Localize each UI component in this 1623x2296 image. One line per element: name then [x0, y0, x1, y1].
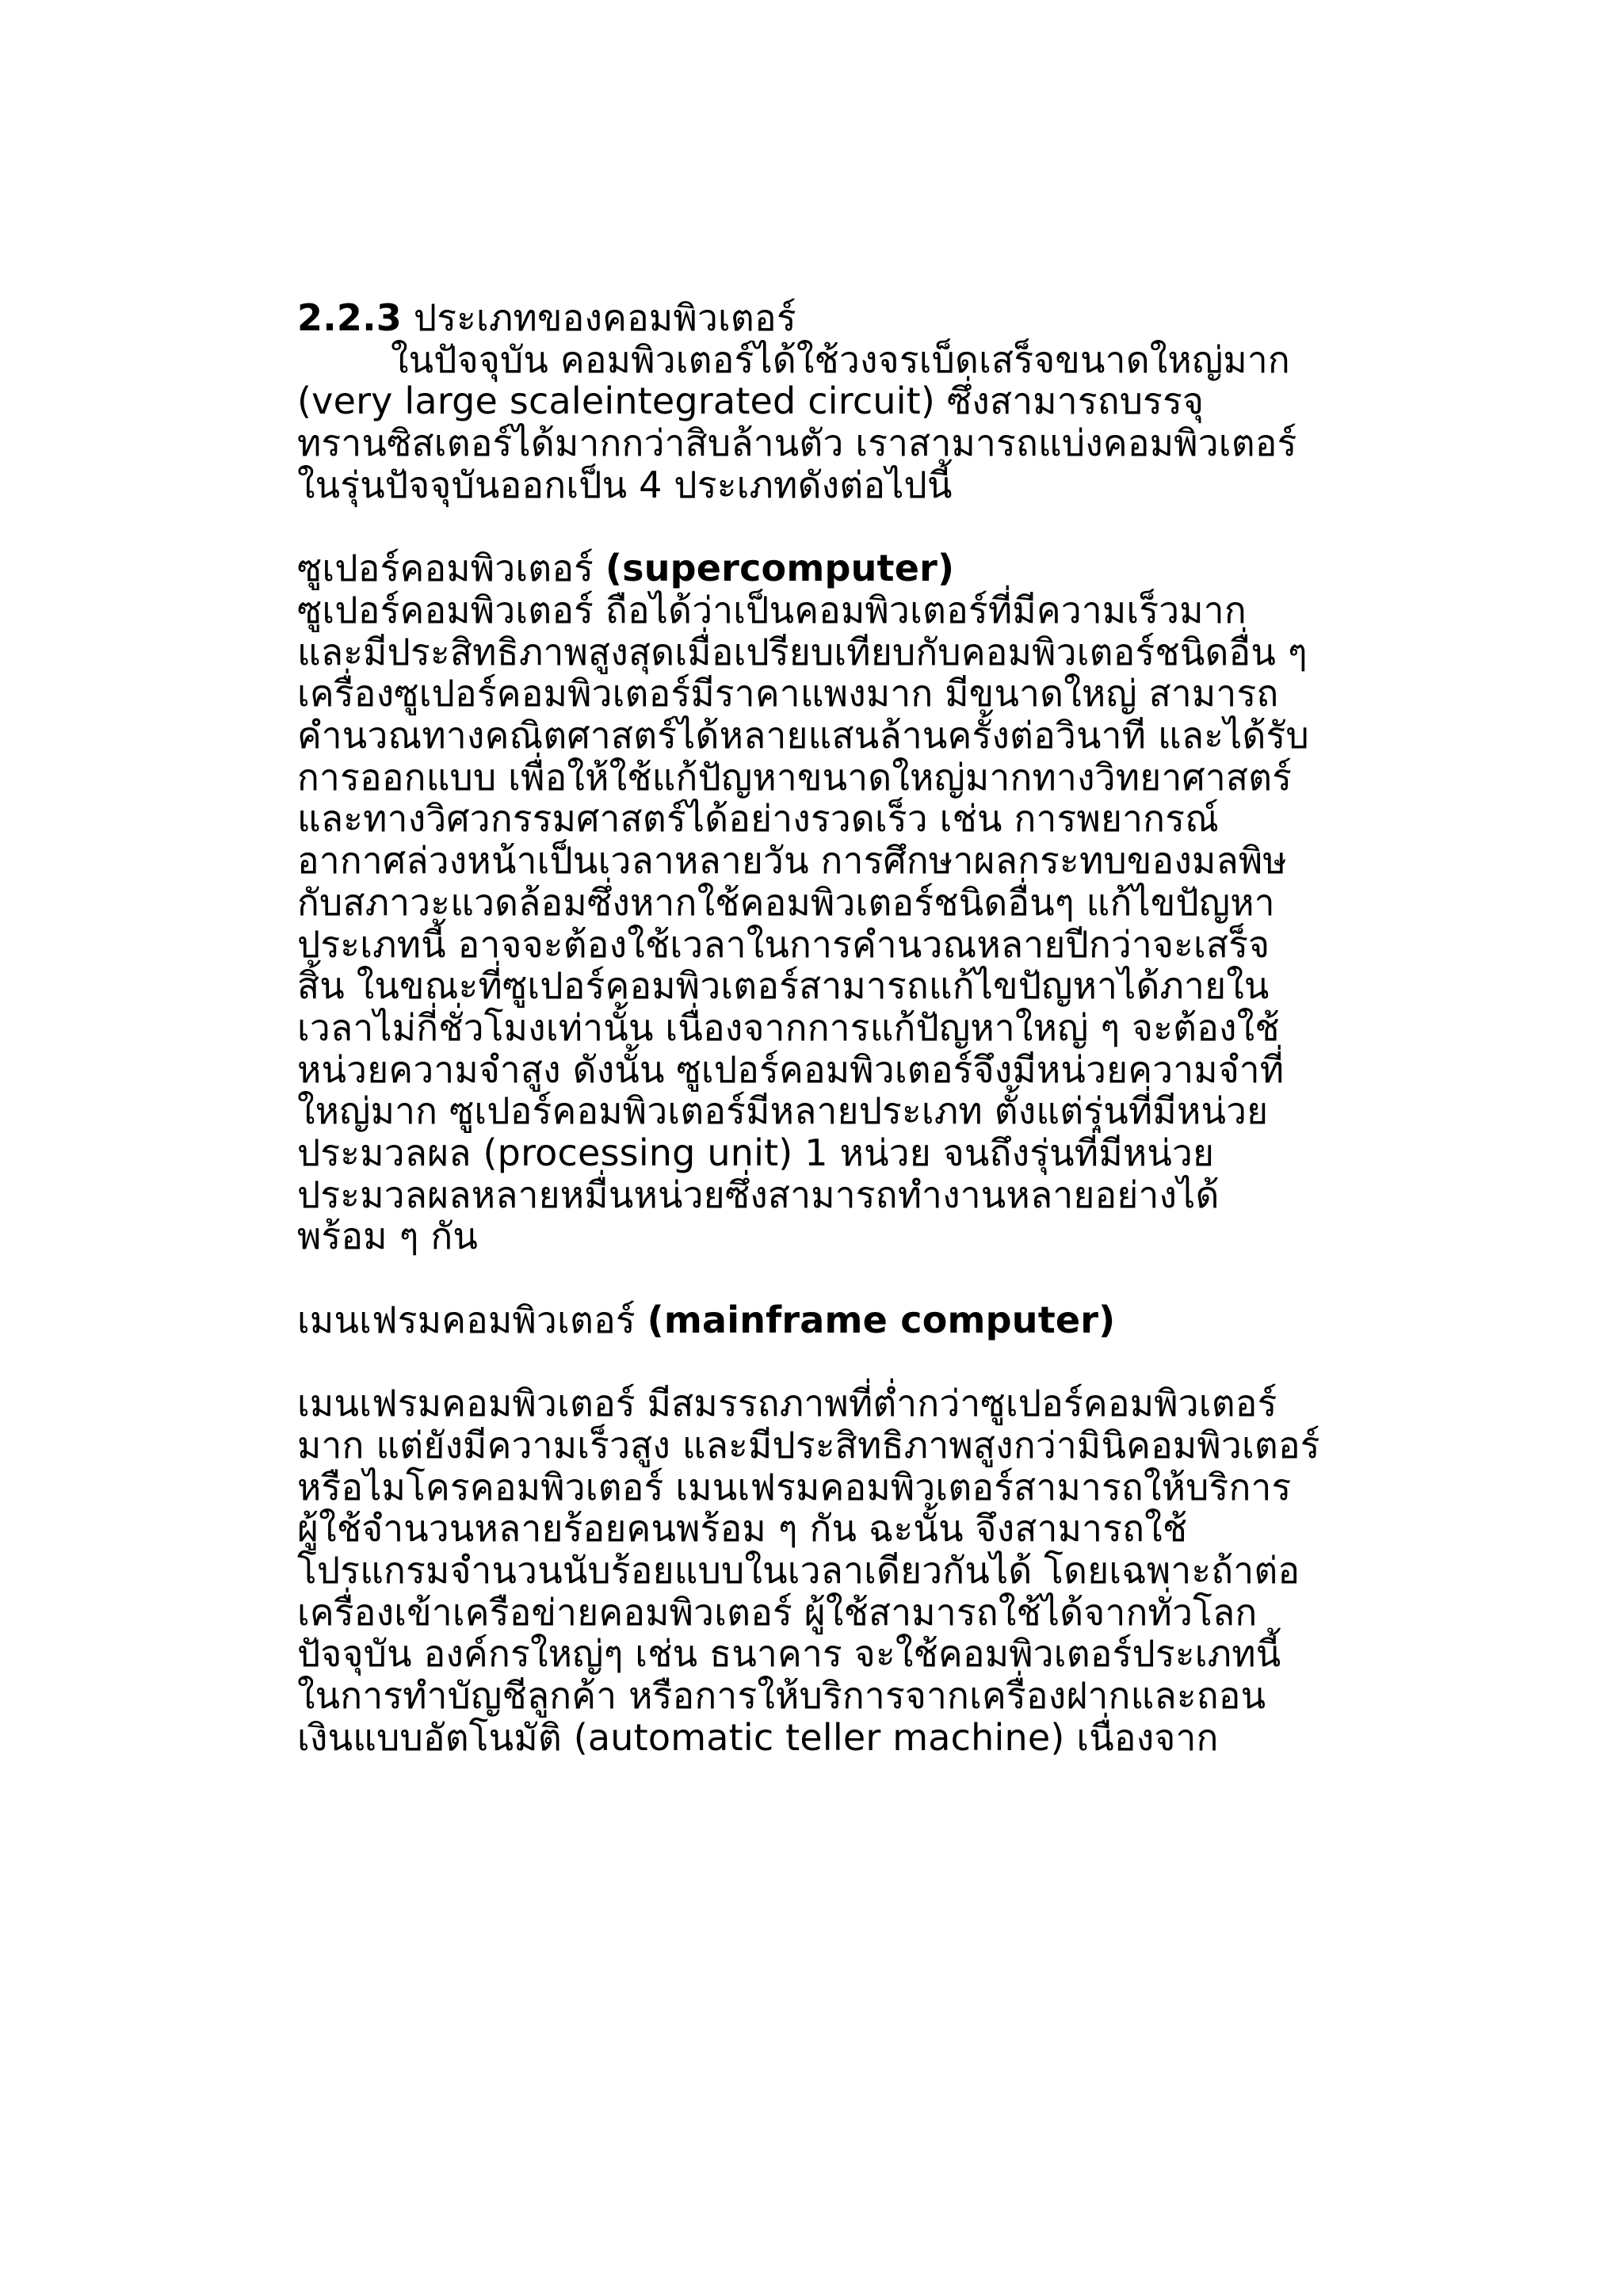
spacer	[297, 1341, 1438, 1383]
supercomputer-line: และมีประสิทธิภาพสูงสุดเมื่อเปรียบเทียบกับคอมพิวเตอร์ชนิดอื่น ๆ	[297, 630, 1308, 673]
supercomputer-line: เวลาไม่กี่ชั่วโมงเท่านั้น เนื่องจากการแก้ปัญหาใหญ่ ๆ จะต้องใช้	[297, 1005, 1280, 1049]
mainframe-line: เครื่องเข้าเครือข่ายคอมพิวเตอร์ ผู้ใช้สามารถใช้ได้จากทั่วโลก	[297, 1590, 1258, 1634]
supercomputer-line: ซูเปอร์คอมพิวเตอร์ ถือได้ว่าเป็นคอมพิวเตอร์ที่มีความเร็วมาก	[297, 588, 1247, 631]
spacer	[297, 506, 1438, 548]
supercomputer-line: ประมวลผล (processing unit) 1 หน่วย จนถึงรุ่นที่มีหน่วย	[297, 1131, 1215, 1175]
supercomputer-line: ใหญ่มาก ซูเปอร์คอมพิวเตอร์มีหลายประเภท ตั้งแต่รุ่นที่มีหน่วย	[297, 1089, 1269, 1133]
supercomputer-line: การออกแบบ เพื่อให้ใช้แก้ปัญหาขนาดใหญ่มากทางวิทยาศาสตร์	[297, 755, 1293, 799]
supercomputer-line: ประเภทนี้ อาจจะต้องใช้เวลาในการคำนวณหลายปีกว่าจะเสร็จ	[297, 922, 1270, 966]
section-number: 2.2.3	[297, 296, 402, 339]
supercomputer-line: หน่วยความจำสูง ดังนั้น ซูเปอร์คอมพิวเตอร์จึงมีหน่วยความจำที่	[297, 1047, 1285, 1091]
mainframe-line: ในการทำบัญชีลูกค้า หรือการให้บริการจากเครื่องฝากและถอน	[297, 1674, 1266, 1718]
document-page	[297, 297, 1438, 1759]
supercomputer-line: สิ้น ในขณะที่ซูเปอร์คอมพิวเตอร์สามารถแก้ไขปัญหาได้ภายใน	[297, 964, 1270, 1008]
spacer	[297, 1257, 1438, 1299]
supercomputer-line: พร้อม ๆ กัน	[297, 1215, 479, 1258]
section-title: ประเภทของคอมพิวเตอร์	[413, 296, 796, 339]
supercomputer-heading-thai: ซูเปอร์คอมพิวเตอร์	[297, 547, 605, 590]
supercomputer-line: ประมวลผลหลายหมื่นหน่วยซึ่งสามารถทำงานหลายอย่างได้	[297, 1173, 1220, 1216]
mainframe-line: เมนเฟรมคอมพิวเตอร์ มีสมรรถภาพที่ต่ำกว่าซูเปอร์คอมพิวเตอร์	[297, 1382, 1277, 1425]
mainframe-heading-thai: เมนเฟรมคอมพิวเตอร์	[297, 1298, 647, 1341]
supercomputer-line: เครื่องซูเปอร์คอมพิวเตอร์มีราคาแพงมาก มีขนาดใหญ่ สามารถ	[297, 672, 1279, 715]
intro-line: ทรานซิสเตอร์ได้มากกว่าสิบล้านตัว เราสามารถแบ่งคอมพิวเตอร์	[297, 421, 1297, 465]
mainframe-line: หรือไมโครคอมพิวเตอร์ เมนเฟรมคอมพิวเตอร์สามารถให้บริการ	[297, 1465, 1292, 1508]
supercomputer-line: กับสภาวะแวดล้อมซึ่งหากใช้คอมพิวเตอร์ชนิดอื่นๆ แก้ไขปัญหา	[297, 880, 1275, 924]
mainframe-line: มาก แต่ยังมีความเร็วสูง และมีประสิทธิภาพสูงกว่ามินิคอมพิวเตอร์	[297, 1423, 1320, 1466]
supercomputer-line: และทางวิศวกรรมศาสตร์ได้อย่างรวดเร็ว เช่น การพยากรณ์	[297, 797, 1219, 841]
mainframe-line: ผู้ใช้จำนวนหลายร้อยคนพร้อม ๆ กัน ฉะนั้น จึงสามารถใช้	[297, 1507, 1188, 1550]
intro-line: (very large scaleintegrated circuit) ซึ่งสามารถบรรจุ	[297, 379, 1205, 423]
intro-line: ในรุ่นปัจจุบันออกเป็น 4 ประเภทดังต่อไปนี้	[297, 463, 953, 506]
mainframe-line: เงินแบบอัตโนมัติ (automatic teller machine) เนื่องจาก	[297, 1715, 1219, 1759]
mainframe-heading	[297, 1299, 1438, 1341]
section-heading	[297, 297, 1438, 339]
supercomputer-line: อากาศล่วงหน้าเป็นเวลาหลายวัน การศึกษาผลกระทบของมลพิษ	[297, 839, 1287, 883]
supercomputer-heading-en: (supercomputer)	[605, 547, 955, 590]
intro-line: ในปัจจุบัน คอมพิวเตอร์ได้ใช้วงจรเบ็ดเสร็จขนาดใหญ่มาก	[391, 338, 1290, 381]
mainframe-line: โปรแกรมจำนวนนับร้อยแบบในเวลาเดียวกันได้ โดยเฉพาะถ้าต่อ	[297, 1549, 1300, 1592]
mainframe-line: ปัจจุบัน องค์กรใหญ่ๆ เช่น ธนาคาร จะใช้คอมพิวเตอร์ประเภทนี้	[297, 1632, 1281, 1676]
supercomputer-line: คำนวณทางคณิตศาสตร์ได้หลายแสนล้านครั้งต่อวินาที และได้รับ	[297, 714, 1309, 757]
supercomputer-heading	[297, 547, 1438, 589]
mainframe-heading-en: (mainframe computer)	[647, 1298, 1116, 1341]
